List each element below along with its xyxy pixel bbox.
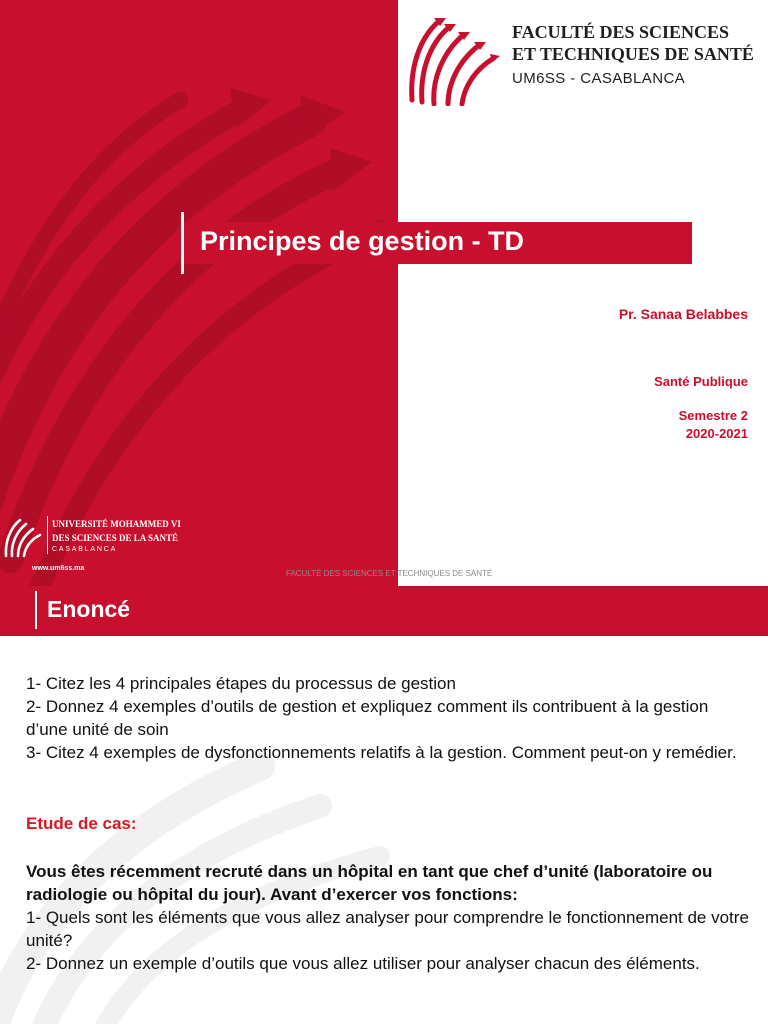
question-item: 1- Citez les 4 principales étapes du processus de gestion (26, 674, 456, 693)
professor-name: Pr. Sanaa Belabbes (618, 306, 748, 322)
faculty-name-line2: ET TECHNIQUES DE SANTÉ (512, 44, 754, 64)
faculty-name-line1: FACULTÉ DES SCIENCES (512, 22, 730, 42)
question-item: 3- Citez 4 exemples de dysfonctionnements relatifs à la gestion. Comment peut-on y remédier. (26, 743, 737, 762)
case-question-item: 2- Donnez un exemple d’outils que vous allez utiliser pour analyser chacun des éléments. (26, 954, 700, 973)
university-divider (47, 516, 48, 554)
semester: Semestre 2 (678, 408, 748, 423)
section-heading: Enoncé (47, 596, 131, 622)
case-study-body (26, 860, 756, 975)
faculty-name-line3: UM6SS - CASABLANCA (512, 70, 686, 87)
exercise-slide (0, 586, 768, 1024)
question-item: 2- Donnez 4 exemples d’outils de gestion et expliquez comment ils contribuent à la gestion d’une unité de soin (26, 697, 709, 739)
case-question-item: 1- Quels sont les éléments que vous allez analyser pour comprendre le fonctionnement de votre unité? (26, 908, 749, 950)
academic-year: 2020-2021 (685, 426, 748, 441)
slide-footer: FACULTÉ DES SCIENCES ET TECHNIQUES DE SANTÉ (286, 569, 493, 578)
red-panel (0, 0, 398, 586)
university-city: CASABLANCA (52, 546, 118, 553)
case-intro: Vous êtes récemment recruté dans un hôpital en tant que chef d’unité (laboratoire ou radiologie ou hôpital du jour). Avant d’exercer vos fonctions: (26, 862, 713, 904)
department: Santé Publique (654, 374, 748, 389)
slide-title: Principes de gestion - TD (200, 226, 525, 256)
question-list (26, 672, 746, 764)
website-link[interactable]: www.um6ss.ma (32, 565, 85, 572)
section-header-divider (35, 591, 37, 629)
university-logo-icon (2, 514, 46, 558)
case-study-title: Etude de cas: (26, 814, 137, 833)
title-divider (181, 212, 184, 274)
university-name-line1: UNIVERSITÉ MOHAMMED VI (52, 519, 181, 529)
decorative-arrows-graphic (0, 0, 398, 586)
university-name-line2: DES SCIENCES DE LA SANTÉ (52, 533, 179, 543)
faculty-logo-icon (404, 10, 500, 106)
